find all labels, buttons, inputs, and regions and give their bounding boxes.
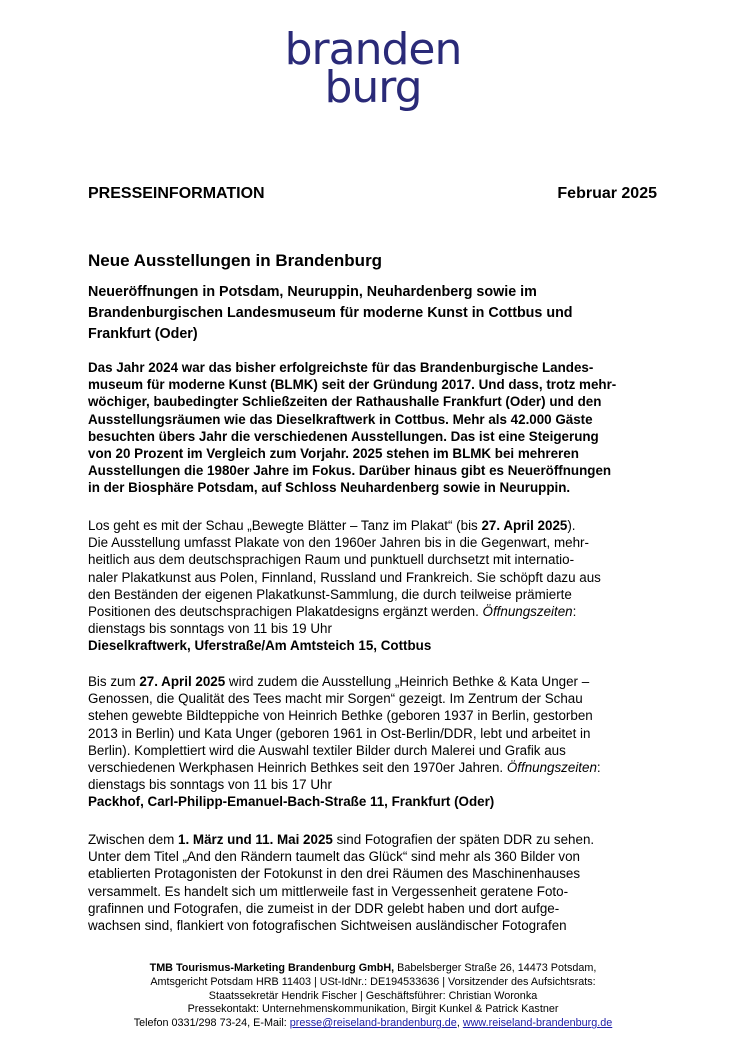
lead-line: Ausstellungen die 1980er Jahre im Fokus. Darüber hinaus gibt es Neueröffnungen [88,463,612,479]
paragraph-bewegte-blaetter [88,517,658,655]
paragraph-line [88,673,658,690]
opening-hours: dienstags bis sonntags von 11 bis 17 Uhr [88,777,332,793]
footer [0,962,746,1031]
paragraph-line: wachsen sind, flankiert von fotografischen Sichtweisen ausländischer Fotografen [88,918,567,934]
document-date: Februar 2025 [557,185,657,202]
text-run: sind Fotografien der späten DDR zu sehen. [332,832,595,847]
lead-line: in der Biosphäre Potsdam, auf Schloss Neuhardenberg sowie in Neuruppin. [88,480,571,496]
page-title: Neue Ausstellungen in Brandenburg [88,251,383,270]
paragraph-ddr-fotografie [88,831,658,934]
subtitle-line: Frankfurt (Oder) [88,326,198,342]
footer-line: Staatssekretär Hendrik Fischer | Geschäftsführer: Christian Woronka [208,989,538,1002]
text-run: Positionen des deutschsprachigen Plakatdesigns ergänzt werden. [88,604,483,620]
lead-line: Ausstellungsräumen wie das Dieselkraftwerk in Cottbus. Mehr als 42.000 Gäste [88,411,593,427]
text-run: verschiedenen Werkphasen Heinrich Bethkes seit den 1970er Jahren. [88,760,507,776]
venue-address: Packhof, Carl-Philipp-Emanuel-Bach-Straße 11, Frankfurt (Oder) [88,794,495,810]
venue-address: Dieselkraftwerk, Uferstraße/Am Amtsteich 15, Cottbus [88,638,432,654]
lead-line: von 20 Prozent im Vergleich zum Vorjahr. 2025 stehen im BLMK bei mehreren [88,446,579,462]
footer-line [0,962,746,976]
paragraph-line: grafinnen und Fotografen, die zumeist in der DDR gelebt haben und dort aufge- [88,900,560,916]
date-highlight: 1. März und 11. Mai 2025 [178,832,333,847]
paragraph-line [88,831,658,848]
phone-info: Telefon 0331/298 73-24, E-Mail: [133,1017,290,1030]
brandenburg-logo [0,24,746,113]
subtitle [88,282,658,345]
paragraph-line: naler Plakatkunst aus Polen, Finnland, Russland und Frankreich. Sie schöpft dazu aus [88,569,601,585]
paragraph-line: Genossen, die Qualität des Tees macht mir Sorgen“ gezeigt. Im Zentrum der Schau [88,691,583,707]
footer-line: Amtsgericht Potsdam HRB 11403 | USt-IdNr.: DE194533636 | Vorsitzender des Aufsichtsrats: [150,975,596,988]
subtitle-line: Brandenburgischen Landesmuseum für moderne Kunst in Cottbus und [88,305,573,321]
date-highlight: 27. April 2025 [139,674,226,689]
paragraph-line: den Beständen der eigenen Plakatkunst-Sammlung, die durch teilweise prämierte [88,586,572,602]
paragraph-bethke-unger [88,673,658,811]
footer-line: Pressekontakt: Unternehmenskommunikation, Birgit Kunkel & Patrick Kastner [187,1003,559,1016]
company-address: Babelsberger Straße 26, 14473 Potsdam, [394,962,597,974]
text-run: ). [567,518,576,533]
paragraph-line: Die Ausstellung umfasst Plakate von den 1960er Jahren bis in die Gegenwart, mehr- [88,535,589,551]
text-run: Los geht es mit der Schau „Bewegte Blätter – Tanz im Plakat“ (bis [88,518,482,533]
paragraph-line: etablierten Protagonisten der Fotokunst in den drei Räumen des Maschinenhauses [88,866,581,882]
paragraph-line: 2013 in Berlin) und Kata Unger (geboren 1961 in Ost-Berlin/DDR, lebt und arbeitet in [88,725,591,741]
header-row [88,185,657,207]
lead-paragraph [88,359,658,497]
text-run: : [596,760,601,776]
lead-line: besuchten übers Jahr die verschiedenen Ausstellungen. Das ist eine Steigerung [88,428,599,444]
text-run: Bis zum [88,674,140,689]
paragraph-line: Unter dem Titel „And den Rändern taumelt das Glück“ sind mehr als 360 Bilder von [88,849,580,865]
separator: , [456,1017,463,1030]
website-link[interactable]: www.reiseland-brandenburg.de [462,1017,613,1030]
opening-hours-label: Öffnungszeiten [506,760,597,776]
document-type-label: PRESSEINFORMATION [88,185,265,202]
text-run: wird zudem die Ausstellung „Heinrich Bethke & Kata Unger – [225,674,590,689]
logo-line-1: branden [284,24,462,75]
lead-line: wöchiger, baubedingter Schließzeiten der Rathaushalle Frankfurt (Oder) und den [88,394,602,410]
subtitle-line: Neueröffnungen in Potsdam, Neuruppin, Neuhardenberg sowie im [88,284,537,300]
email-link[interactable]: presse@reiseland-brandenburg.de [289,1017,457,1030]
opening-hours-label: Öffnungszeiten [482,604,573,620]
opening-hours: dienstags bis sonntags von 11 bis 19 Uhr [88,621,332,637]
paragraph-line [88,517,658,534]
paragraph-line: versammelt. Es handelt sich um mittlerweile fast in Vergessenheit geratene Foto- [88,883,569,899]
paragraph-line: Berlin). Komplettiert wird die Auswahl textiler Bilder durch Malerei und Grafik aus [88,742,566,758]
paragraph-line: stehen gewebte Bildteppiche von Heinrich Bethke (geboren 1937 in Berlin, gestorben [88,708,593,724]
paragraph-line [88,603,658,620]
paragraph-line: heitlich aus dem deutschsprachigen Raum und punktuell durchsetzt mit internatio- [88,552,575,568]
lead-line: museum für moderne Kunst (BLMK) seit der Gründung 2017. Und dass, trotz mehr- [88,377,617,393]
date-highlight: 27. April 2025 [481,518,568,533]
text-run: : [572,604,577,620]
paragraph-line [88,759,658,776]
lead-line: Das Jahr 2024 war das bisher erfolgreichste für das Brandenburgische Landes- [88,360,594,375]
logo-line-2: burg [324,62,422,113]
company-name: TMB Tourismus-Marketing Brandenburg GmbH, [149,962,395,974]
footer-line [0,1017,746,1031]
text-run: Zwischen dem [88,832,179,847]
